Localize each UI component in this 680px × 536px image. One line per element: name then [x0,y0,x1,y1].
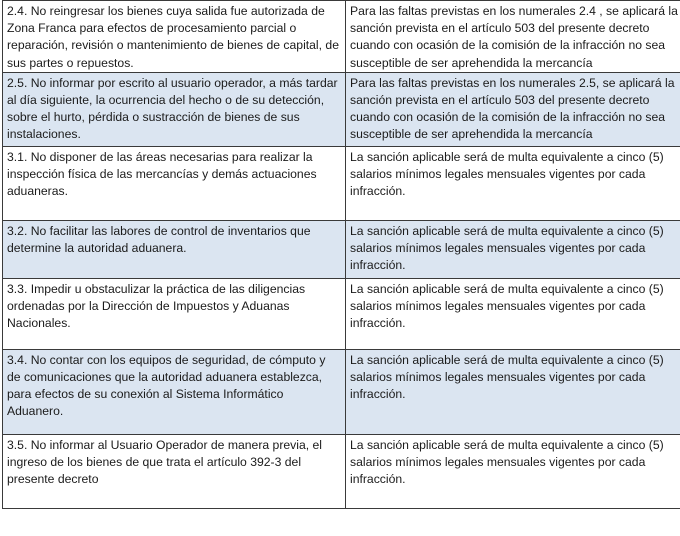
falta-text: 3.3. Impedir u obstaculizar la práctica de las diligencias ordenadas por la Dirección de Impuestos y Aduanas Nacionales. [7,281,306,331]
table-row [3,349,680,434]
table-row [3,220,680,278]
falta-text: 3.2. No facilitar las labores de control de inventarios que determine la autoridad aduanera. [7,223,311,256]
table-row [3,1,680,73]
falta-cell [3,349,346,434]
infractions-table [2,0,680,509]
falta-cell [3,434,346,508]
sancion-cell [346,72,680,146]
sancion-text: Para las faltas previstas en los numerales 2.4 , se aplicará la sanción prevista en el artículo 503 del presente decreto cuando con ocasión de la comisión de la infracción no sea susceptible de ser aprehendida la mercancía [350,4,678,70]
table-row [3,72,680,146]
sancion-text: La sanción aplicable será de multa equivalente a cinco (5) salarios mínimos legales mensuales vigentes por cada infracción. [350,281,664,331]
falta-text: 3.1. No disponer de las áreas necesarias para realizar la inspección física de las mercancías y demás actuaciones aduaneras. [7,149,317,199]
table-row [3,278,680,349]
sancion-cell [346,434,680,508]
sancion-text: La sanción aplicable será de multa equivalente a cinco (5) salarios mínimos legales mensuales vigentes por cada infracción. [350,223,664,273]
table-row [3,146,680,220]
falta-cell [3,220,346,278]
sancion-text: Para las faltas previstas en los numerales 2.5, se aplicará la sanción prevista en el artículo 503 del presente decreto cuando con ocasión de la comisión de la infracción no sea susceptible de ser aprehendida la mercancía [350,75,675,142]
sancion-text: La sanción aplicable será de multa equivalente a cinco (5) salarios mínimos legales mensuales vigentes por cada infracción. [350,149,664,199]
sancion-cell [346,278,680,349]
falta-text: 3.4. No contar con los equipos de seguridad, de cómputo y de comunicaciones que la autoridad aduanera establezca, para efectos de su conexión al Sistema Informático Aduanero. [7,352,326,419]
sancion-text: La sanción aplicable será de multa equivalente a cinco (5) salarios mínimos legales mensuales vigentes por cada infracción. [350,352,664,402]
falta-cell [3,1,346,73]
falta-cell [3,146,346,220]
falta-text: 2.5. No informar por escrito al usuario operador, a más tardar al día siguiente, la ocurrencia del hecho o de su detección, sobre el hurto, pérdida o sustracción de bienes de sus instalaciones. [7,75,338,142]
falta-text: 2.4. No reingresar los bienes cuya salida fue autorizada de Zona Franca para efectos de procesamiento parcial o reparación, revisión o mantenimiento de bienes de capital, de sus partes o repuestos. [7,4,339,70]
sancion-cell [346,1,680,73]
sancion-cell [346,146,680,220]
falta-text: 3.5. No informar al Usuario Operador de manera previa, el ingreso de los bienes de que trata el artículo 392-3 del presente decreto [7,437,322,487]
table-row [3,434,680,508]
falta-cell [3,278,346,349]
sancion-cell [346,349,680,434]
sancion-cell [346,220,680,278]
falta-cell [3,72,346,146]
sancion-text: La sanción aplicable será de multa equivalente a cinco (5) salarios mínimos legales mensuales vigentes por cada infracción. [350,437,664,487]
